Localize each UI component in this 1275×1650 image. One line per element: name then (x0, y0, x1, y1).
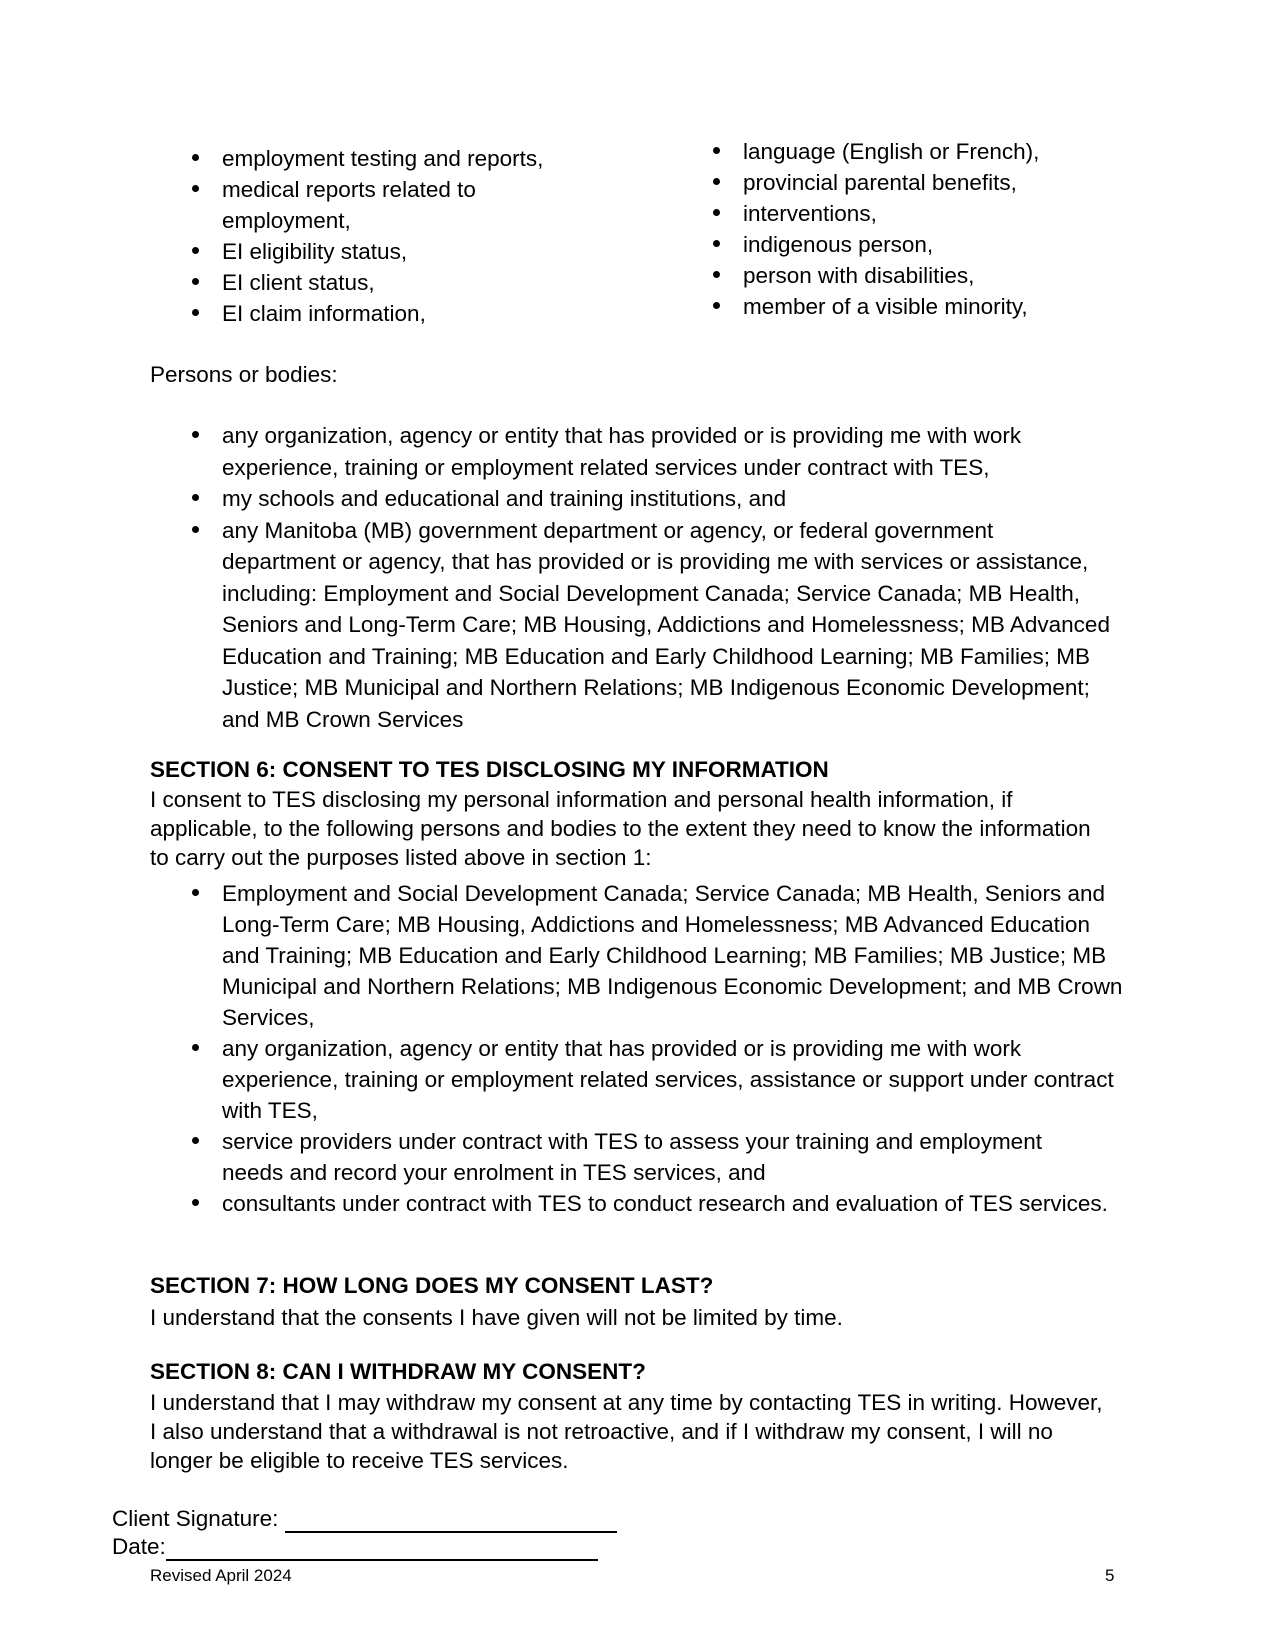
list-item: person with disabilities, (673, 260, 1173, 291)
date-row (112, 1533, 598, 1561)
list-item: member of a visible minority, (673, 291, 1173, 322)
list-item: any organization, agency or entity that has provided or is providing me with work experience, training or employment related services, assistance or support under contract with TES, (152, 1033, 1127, 1126)
list-item: medical reports related to employment, (152, 174, 512, 236)
list-item: employment testing and reports, (152, 143, 592, 174)
list-item: any organization, agency or entity that has provided or is providing me with work experience, training or employment related services under contract with TES, (152, 420, 1112, 483)
section7-heading: SECTION 7: HOW LONG DOES MY CONSENT LAST? (150, 1273, 714, 1298)
section6-heading: SECTION 6: CONSENT TO TES DISCLOSING MY INFORMATION (150, 757, 829, 782)
date-line[interactable] (166, 1537, 598, 1561)
list-item: EI eligibility status, (152, 236, 592, 267)
list-item: interventions, (673, 198, 1173, 229)
list-item: EI claim information, (152, 298, 592, 329)
section7-text: I understand that the consents I have given will not be limited by time. (150, 1305, 843, 1330)
persons-list (152, 420, 1112, 735)
list-item: my schools and educational and training institutions, and (152, 483, 1112, 515)
list-item: indigenous person, (673, 229, 1173, 260)
persons-label: Persons or bodies: (150, 362, 338, 387)
date-label: Date: (112, 1534, 166, 1559)
list-item: language (English or French), (673, 136, 1173, 167)
section8-text: I understand that I may withdraw my consent at any time by contacting TES in writing. However, I also understand that a withdrawal is not retroactive, and if I withdraw my consent, I will no longer be eligible to receive TES services. (150, 1390, 1103, 1473)
left-column-list (152, 143, 592, 329)
signature-label: Client Signature: (112, 1506, 285, 1531)
signature-line[interactable] (285, 1509, 617, 1533)
section6-list (152, 878, 1127, 1219)
section6-intro: I consent to TES disclosing my personal information and personal health information, if applicable, to the following persons and bodies to the extent they need to know the information to carry out the purposes listed above in section 1: (150, 787, 1091, 870)
footer-revised: Revised April 2024 (150, 1566, 292, 1585)
section8-heading: SECTION 8: CAN I WITHDRAW MY CONSENT? (150, 1359, 646, 1384)
list-item: EI client status, (152, 267, 592, 298)
right-column-list (673, 136, 1173, 322)
list-item: provincial parental benefits, (673, 167, 1173, 198)
list-item: service providers under contract with TES to assess your training and employment needs and record your enrolment in TES services, and (152, 1126, 1042, 1188)
list-item: any Manitoba (MB) government department or agency, or federal government department or agency, that has provided or is providing me with services or assistance, including: Employment and Social Development Canada; Service Canada; MB Health, Seniors and Long-Term Care; MB Housing, Addictions and Homelessness; MB Advanced Education and Training; MB Education and Early Childhood Learning; MB Families; MB Justice; MB Municipal and Northern Relations; MB Indigenous Economic Development; and MB Crown Services (152, 515, 1112, 736)
page-number: 5 (1105, 1566, 1115, 1585)
list-item: Employment and Social Development Canada; Service Canada; MB Health, Seniors and Long-Term Care; MB Housing, Addictions and Homelessness; MB Advanced Education and Training; MB Education and Early Childhood Learning; MB Families; MB Justice; MB Municipal and Northern Relations; MB Indigenous Economic Development; and MB Crown Services, (152, 878, 1127, 1033)
signature-row (112, 1505, 617, 1533)
list-item: consultants under contract with TES to conduct research and evaluation of TES services. (152, 1188, 1127, 1219)
